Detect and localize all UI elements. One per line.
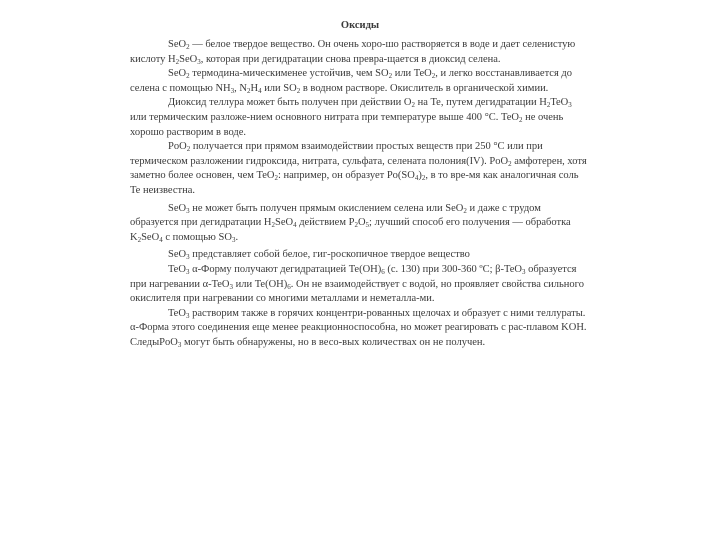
text-run: : например, он образует Po(SO bbox=[277, 170, 415, 182]
text-run: SeO bbox=[168, 39, 187, 50]
subscript: 3 bbox=[177, 340, 182, 349]
paragraph-teo3-solubility bbox=[130, 307, 590, 351]
subscript: 3 bbox=[185, 267, 190, 276]
subscript: 2 bbox=[186, 72, 190, 81]
subscript: 2 bbox=[186, 43, 190, 51]
text-run: с помощью SO bbox=[162, 231, 232, 243]
text-run: или Te(OH) bbox=[233, 278, 288, 290]
paragraph-seo3-description bbox=[130, 248, 590, 263]
text-run: — белое твердое вещество. Он очень хоро-шо растворяется в воде и дает селенистую кислоту H bbox=[130, 39, 576, 65]
subscript: 2 bbox=[508, 159, 512, 168]
text-run: TeO bbox=[550, 97, 569, 109]
text-run: PoO bbox=[168, 141, 187, 153]
subscript: 3 bbox=[230, 86, 235, 95]
text-run: , которая при дегидратации снова превра-щается в диоксид селена. bbox=[200, 53, 501, 65]
subscript: 4 bbox=[293, 221, 297, 230]
subscript: 2 bbox=[431, 72, 436, 81]
text-run: образуется при нагревании α-TeO bbox=[130, 263, 577, 290]
subscript: 3 bbox=[197, 57, 201, 66]
text-run: ) bbox=[418, 170, 422, 182]
text-run: растворим также в горячих концентри-рованных щелочах и образует с ними теллураты. α-Форма этого соединения еще менее реакционноспособна, но может реагировать с рас-плавом KOH. СледыPoO bbox=[130, 307, 587, 348]
paragraph-teo2-preparation bbox=[130, 96, 590, 140]
subscript: 4 bbox=[414, 174, 419, 183]
text-run: , в то вре-мя как аналогичная соль Te неизвестна. bbox=[130, 170, 579, 196]
text-run: SeO bbox=[179, 53, 198, 65]
subscript: 3 bbox=[186, 206, 190, 215]
text-run: , и легко восстанавливается до селена с помощью NH bbox=[130, 68, 572, 94]
text-run: . Он не взаимодействует с водой, но проявляет свойства сильного окислителя при нагревании со многими металлами и неметалла-ми. bbox=[130, 278, 584, 305]
text-run: не очень хорошо растворим в воде. bbox=[130, 111, 564, 138]
subscript: 2 bbox=[271, 221, 275, 230]
text-run: SeO bbox=[168, 249, 187, 261]
subscript: 2 bbox=[388, 72, 393, 81]
subscript: 2 bbox=[354, 221, 358, 230]
paragraph-seo2-description bbox=[130, 38, 590, 67]
subscript: 3 bbox=[186, 253, 190, 262]
subscript: 5 bbox=[365, 221, 370, 230]
text-run: SeO bbox=[275, 217, 294, 229]
text-run: в водном растворе. Окислитель в органической химии. bbox=[300, 82, 549, 94]
text-run: термодина-мическименее устойчив, чем SO bbox=[189, 68, 389, 80]
subscript: 3 bbox=[231, 235, 236, 244]
subscript: 3 bbox=[568, 101, 572, 110]
subscript: 4 bbox=[258, 86, 262, 95]
text-run: (с. 130) при 300-360 ºС; β-TeO bbox=[384, 263, 522, 275]
text-run: или SO bbox=[261, 82, 297, 94]
text-run: представляет собой белое, гиг-роскопичное твердое вещество bbox=[189, 249, 470, 261]
subscript: 2 bbox=[421, 174, 426, 183]
text-run: SeO bbox=[168, 202, 187, 214]
document-title: Оксиды bbox=[340, 20, 380, 31]
subscript: 2 bbox=[296, 86, 301, 95]
subscript: 3 bbox=[229, 282, 233, 291]
document-body bbox=[130, 38, 590, 350]
text-run: SeO bbox=[141, 231, 160, 243]
subscript: 6 bbox=[381, 267, 385, 276]
subscript: 4 bbox=[159, 235, 163, 244]
subscript: 3 bbox=[521, 267, 526, 276]
text-run: или термическим разложе-нием основного нитрата при температуре выше 400 °С. TeO bbox=[130, 111, 519, 123]
paragraph-seo2-stability bbox=[130, 67, 590, 96]
subscript: 2 bbox=[518, 115, 523, 124]
text-run: или TeO bbox=[392, 68, 432, 80]
text-run: TeO bbox=[168, 263, 186, 275]
subscript: 2 bbox=[186, 145, 191, 154]
subscript: 2 bbox=[137, 235, 142, 244]
text-run: H bbox=[250, 82, 259, 94]
text-run: на Te, путем дегидратации H bbox=[414, 97, 547, 109]
text-run: и даже с трудом образуется при дегидратации H bbox=[130, 202, 541, 229]
text-run: амфотерен, хотя заметно более основен, чем TeO bbox=[130, 155, 587, 182]
text-run: O bbox=[357, 217, 366, 229]
text-run: TeO bbox=[168, 307, 186, 319]
text-run: действием P bbox=[296, 217, 355, 229]
text-run: . bbox=[235, 231, 239, 243]
subscript: 2 bbox=[463, 206, 467, 215]
text-run: ; лучший способ его получения — обработка K bbox=[130, 217, 571, 243]
subscript: 6 bbox=[287, 282, 291, 291]
subscript: 2 bbox=[246, 86, 251, 95]
subscript: 2 bbox=[175, 57, 180, 66]
text-run: SeO bbox=[168, 68, 187, 80]
text-run: не может быть получен прямым окислением селена или SeO bbox=[189, 202, 464, 214]
subscript: 2 bbox=[546, 101, 551, 110]
text-run: , N bbox=[234, 82, 247, 94]
subscript: 2 bbox=[274, 174, 278, 183]
text-run: могут быть обнаружены, но в весо-вых количествах он не получен. bbox=[181, 336, 486, 348]
text-run: получается при прямом взаимодействии простых веществ при 250 °С или при термическом разложении гидроксида, нитрата, сульфата, селената полония(IV). PoO bbox=[130, 141, 543, 167]
paragraph-seo3-preparation bbox=[130, 202, 590, 246]
subscript: 2 bbox=[411, 101, 415, 110]
text-run: α-Форму получают дегидратацией Te(OH) bbox=[189, 263, 382, 275]
paragraph-teo3-forms bbox=[130, 263, 590, 307]
paragraph-poo2 bbox=[130, 140, 590, 198]
text-run: Диоксид теллура может быть получен при действии O bbox=[168, 97, 412, 109]
subscript: 3 bbox=[185, 311, 190, 320]
